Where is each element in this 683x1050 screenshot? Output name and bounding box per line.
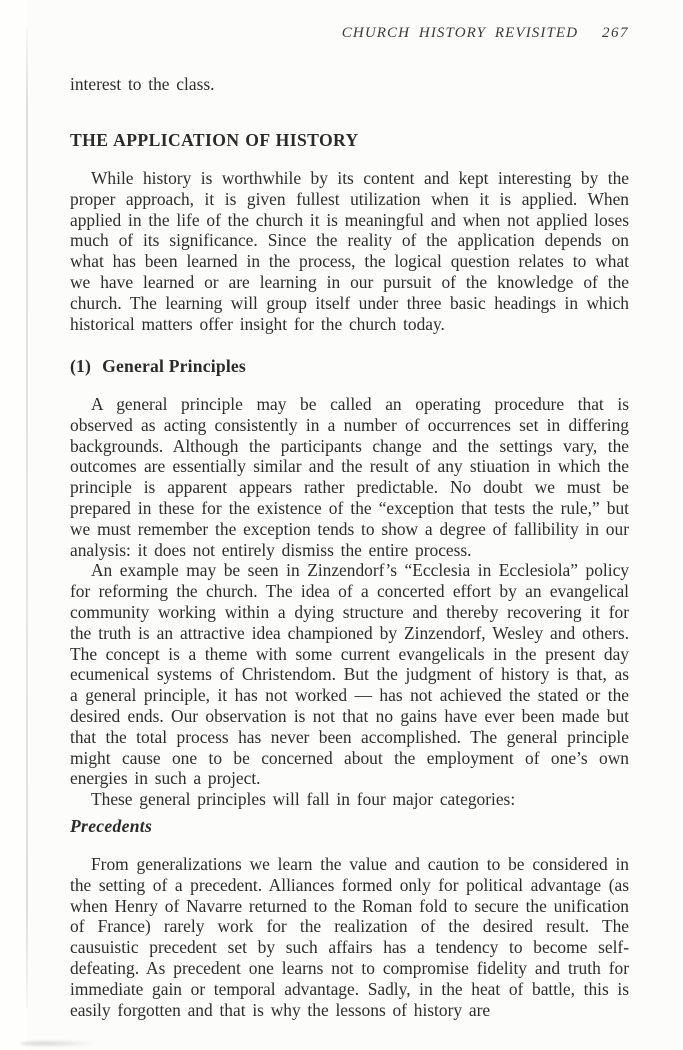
subsection-label: General Principles	[102, 356, 246, 376]
scan-left-margin	[0, 0, 26, 1050]
subsection-number: (1)	[70, 356, 92, 376]
paragraph-precedents: From generalizations we learn the value and caution to be considered in the setting of a precedent. Alliances formed only for political advantage (as when Henry of Navarre returned to the Roman fold to secure the unification of France) rarely work for the realization of the desired result. The causuistic precedent set by such affairs has a tendency to become self-defeating. As precedent one learns not to compromise fidelity and truth for immediate gain or temporal advantage. Sadly, in the heat of battle, this is easily forgotten and that is why the lessons of history are	[70, 854, 629, 1020]
paragraph-intro: While history is worthwhile by its content and kept interesting by the proper approach, it is given fullest utilization when it is applied. When applied in the life of the church it is meaningful and when not applied loses much of its significance. Since the reality of the application depends on what has been learned in the process, the logical question relates to what we have learned or are learning in our pursuit of the knowledge of the church. The learning will group itself under three basic headings in which historical matters offer insight for the church today.	[70, 168, 629, 334]
paragraph-zinzendorf-example: An example may be seen in Zinzendorf’s “Ecclesia in Ecclesiola” policy for reforming the church. The idea of a concerted effort by an evangelical community working within a dying structure and thereby recovering it for the truth is an attractive idea championed by Zinzendorf, Wesley and others. The concept is a theme with some current evangelicals in the present day ecumenical systems of Christendom. But the judgment of history is that, as a general principle, it has not worked — has not achieved the stated or the desired ends. Our observation is not that no gains have ever been made but that the total process has never been accomplished. The general principle might cause one to be concerned about the employment of one’s own energies in such a project.	[70, 560, 629, 789]
carryover-line: interest to the class.	[70, 74, 215, 94]
section-heading-application-of-history: THE APPLICATION OF HISTORY	[70, 130, 359, 150]
subsection-heading-general-principles	[70, 356, 629, 377]
paragraph-general-principle: A general principle may be called an operating procedure that is observed as acting consistently in a number of occurrences set in differing backgrounds. Although the participants change and the settings vary, the outcomes are essentially similar and the result of any stiuation in which the principle is apparent appears rather predictable. No doubt we must be prepared in these for the existence of the “exception that tests the rule,” but we must remember the exception tends to show a degree of fallibility in our analysis: it does not entirely dismiss the entire process.	[70, 394, 629, 560]
page-number: 267	[602, 25, 629, 41]
general-principles-body	[70, 394, 629, 810]
page-edge-shadow	[26, 28, 28, 1008]
scan-smudge-artifact	[20, 1040, 95, 1047]
running-title: CHURCH HISTORY REVISITED	[341, 25, 579, 41]
paragraph-categories-lead-in: These general principles will fall in four major categories:	[91, 789, 516, 810]
subsection-heading-precedents: Precedents	[70, 816, 153, 836]
running-header	[70, 25, 629, 42]
